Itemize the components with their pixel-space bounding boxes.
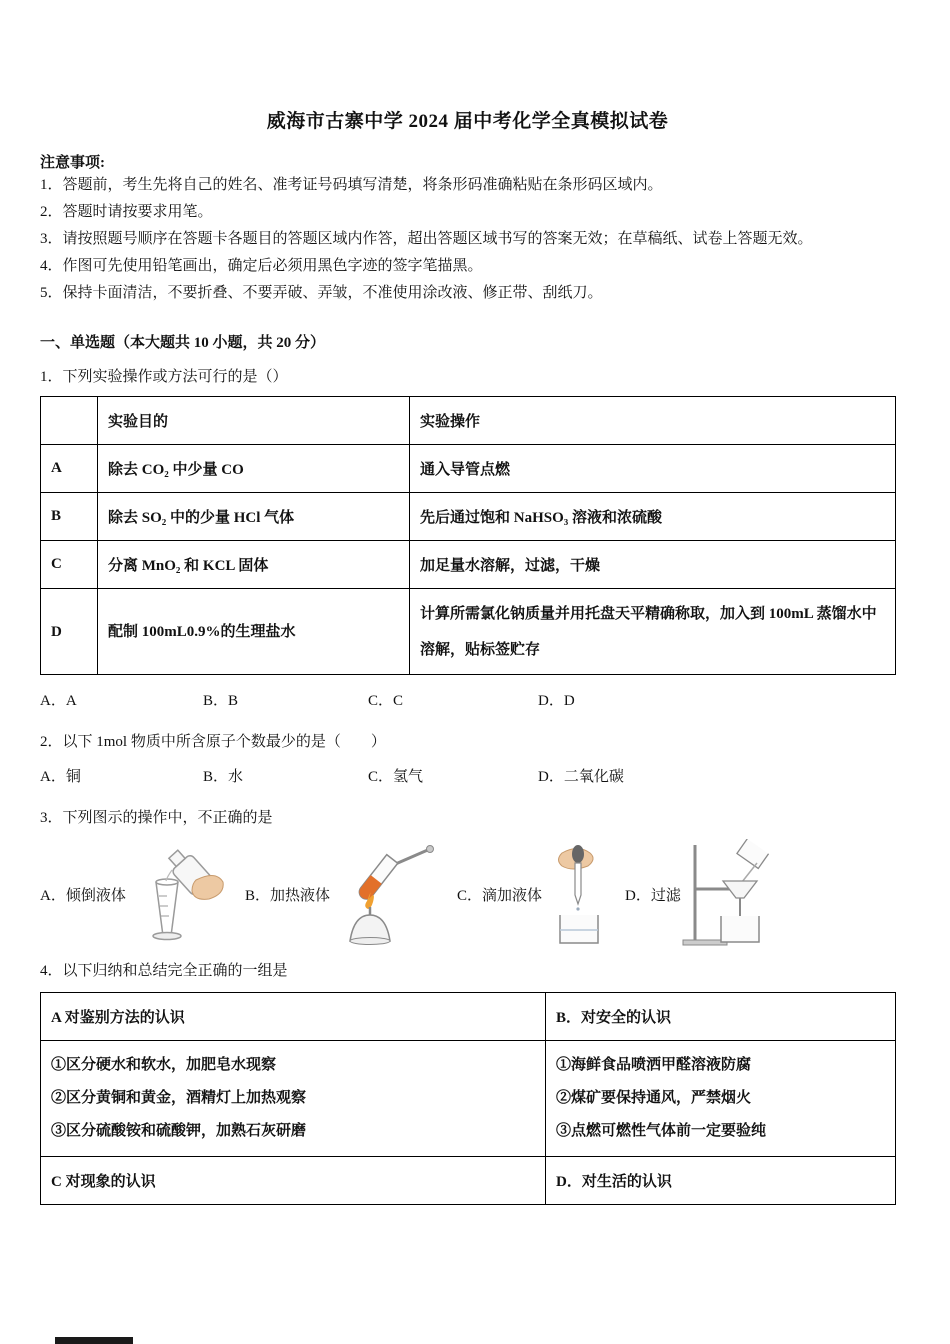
q4-header-row-top xyxy=(41,993,896,1041)
scan-edge-artifact xyxy=(55,1337,133,1344)
question-1-text: 1．下列实验操作或方法可行的是（） xyxy=(40,369,288,385)
table-cell-purpose: 分离 MnO₂ 和 KCL 固体 xyxy=(98,541,410,589)
table-cell-operation: 通入导管点燃 xyxy=(410,445,896,493)
table-cell-purpose: 除去 SO₂ 中的少量 HCl 气体 xyxy=(98,493,410,541)
table-header-operation: 实验操作 xyxy=(410,397,896,445)
table-cell-purpose: 配制 100mL0.9%的生理盐水 xyxy=(98,589,410,675)
table-cell-label: B xyxy=(41,493,98,541)
q4-table xyxy=(40,992,896,1205)
note-item: 4．作图可先使用铅笔画出，确定后必须用黑色字迹的签字笔描黑。 xyxy=(40,258,483,274)
table-header-purpose: 实验目的 xyxy=(98,397,410,445)
q3-option-b-label: B．加热液体 xyxy=(245,887,331,904)
table-cell-empty xyxy=(41,397,98,445)
list-item: ①区分硬水和软水，加肥皂水现察 xyxy=(51,1057,277,1073)
note-item: 2．答题时请按要求用笔。 xyxy=(40,204,213,220)
q3-option-a-label: A．倾倒液体 xyxy=(40,887,126,904)
q1-option-b: B．B xyxy=(203,693,239,709)
list-item: ②区分黄铜和黄金，酒精灯上加热观察 xyxy=(51,1090,307,1106)
table-cell-operation: 加足量水溶解，过滤，干燥 xyxy=(410,541,896,589)
table-cell-operation: 先后通过饱和 NaHSO₃ 溶液和浓硫酸 xyxy=(410,493,896,541)
q2-options-row xyxy=(40,765,895,786)
q4-header-a: A 对鉴别方法的认识 xyxy=(41,993,546,1041)
q3-option-c-label: C．滴加液体 xyxy=(457,887,543,904)
list-item: ③区分硫酸铵和硫酸钾，加熟石灰研磨 xyxy=(51,1123,307,1139)
q3-option-a xyxy=(40,844,245,944)
page-title: 威海市古寨中学 2024 届中考化学全真模拟试卷 xyxy=(266,111,669,132)
q1-option-a: A．A xyxy=(40,693,77,709)
q1-option-c: C．C xyxy=(368,693,404,709)
table-cell-purpose: 除去 CO₂ 中少量 CO xyxy=(98,445,410,493)
q1-option-d: D．D xyxy=(538,693,575,709)
table-row-d xyxy=(41,589,896,675)
pouring-liquid-illustration xyxy=(126,844,228,944)
note-item: 3．请按照题号顺序在答题卡各题目的答题区域内作答，超出答题区域书写的答案无效；在草稿纸、试卷上答题无效。 xyxy=(40,231,813,247)
table-row-a xyxy=(41,445,896,493)
table-row-c xyxy=(41,541,896,589)
q4-items-row xyxy=(41,1041,896,1157)
table-cell-operation: 计算所需氯化钠质量并用托盘天平精确称取，加入到 100mL 蒸馏水中溶解，贴标签贮存 xyxy=(410,589,896,675)
q4-items-b xyxy=(546,1041,896,1157)
filtering-illustration xyxy=(681,839,779,949)
q1-table xyxy=(40,396,896,675)
q3-option-b xyxy=(245,841,457,947)
list-item: ③点燃可燃性气体前一定要验纯 xyxy=(556,1123,767,1139)
q4-header-d: D．对生活的认识 xyxy=(546,1157,896,1205)
q4-items-a xyxy=(41,1041,546,1157)
question-4-text: 4．以下归纳和总结完全正确的一组是 xyxy=(40,963,288,979)
section-heading: 一、单选题（本大题共 10 小题，共 20 分） xyxy=(40,335,326,351)
q2-option-c: C．氢气 xyxy=(368,769,424,785)
list-item: ②煤矿要保持通风，严禁烟火 xyxy=(556,1090,752,1106)
table-header-row xyxy=(41,397,896,445)
notes-heading: 注意事项: xyxy=(40,155,105,171)
note-item: 1．答题前，考生先将自己的姓名、准考证号码填写清楚，将条形码准确粘贴在条形码区域内。 xyxy=(40,177,663,193)
table-row-b xyxy=(41,493,896,541)
q2-option-d: D．二氧化碳 xyxy=(538,769,624,785)
q4-header-c: C 对现象的认识 xyxy=(41,1157,546,1205)
table-cell-label: C xyxy=(41,541,98,589)
q3-option-d-label: D．过滤 xyxy=(625,887,681,904)
note-item: 5．保持卡面清洁，不要折叠、不要弄破、弄皱，不准使用涂改液、修正带、刮纸刀。 xyxy=(40,285,603,301)
question-2-text: 2．以下 1mol 物质中所含原子个数最少的是（ ） xyxy=(40,734,386,750)
heating-liquid-illustration xyxy=(330,841,438,947)
table-cell-label: D xyxy=(41,589,98,675)
q2-option-b: B．水 xyxy=(203,769,244,785)
notes-section xyxy=(40,151,895,307)
q3-option-c xyxy=(457,841,625,947)
q1-options-row xyxy=(40,689,895,710)
q2-option-a: A．铜 xyxy=(40,769,81,785)
question-3-text: 3．下列图示的操作中，不正确的是 xyxy=(40,810,273,826)
q3-figures-row xyxy=(40,839,895,949)
table-cell-label: A xyxy=(41,445,98,493)
q4-header-row-bottom xyxy=(41,1157,896,1205)
q3-option-d xyxy=(625,839,790,949)
list-item: ①海鲜食品喷洒甲醛溶液防腐 xyxy=(556,1057,752,1073)
dropping-liquid-illustration xyxy=(542,841,618,947)
q4-header-b: B．对安全的认识 xyxy=(546,993,896,1041)
